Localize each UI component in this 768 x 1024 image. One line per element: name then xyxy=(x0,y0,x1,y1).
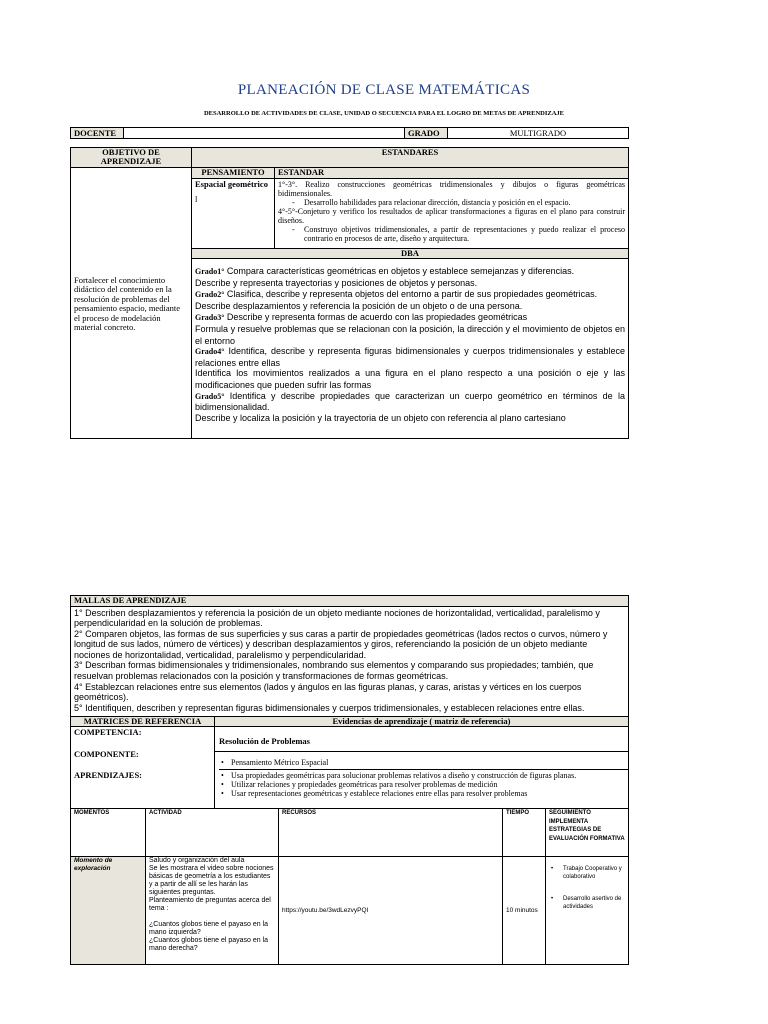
pensamiento-header: PENSAMIENTO xyxy=(192,168,275,179)
page-title: PLANEACIÓN DE CLASE MATEMÁTICAS xyxy=(237,82,531,98)
actividad-line: Planteamiento de preguntas acerca del tema : xyxy=(149,897,271,912)
page-subtitle: DESARROLLO DE ACTIVIDADES DE CLASE, UNIDAD O SECUENCIA PARA EL LOGRO DE METAS DE APRENDIZAJE xyxy=(203,110,565,117)
dba-item: Identifica los movimientos realizados a una figura en el plano respecto a una posición o eje y las modificaciones que pueden sufrir las formas xyxy=(195,368,625,390)
estandar-line: 1°-3°. Realizo construcciones geométricas tridimensionales y dibujos o figuras geométricas bidimensionales. xyxy=(278,179,625,198)
actividad-line: ¿Cuantos globos tiene el payaso en la mano derecha? xyxy=(149,937,269,952)
competencia-value: Resolución de Problemas xyxy=(215,727,628,752)
aprendizajes-list xyxy=(215,770,628,799)
dba-header: DBA xyxy=(192,248,629,259)
dba-item: Grado3° Describe y representa formas de acuerdo con las propiedades geométricas xyxy=(195,312,528,323)
objetivo-text: Fortalecer el conocimiento didáctico del contenido en la resolución de problemas del pensamiento espacio, mediante el proceso de modelación material concreto. xyxy=(71,168,192,439)
aprendizaje-item: • Usar representaciones geométricas y establece relaciones entre ellas para resolver problemas xyxy=(219,789,624,798)
mallas-cell xyxy=(71,606,629,716)
malla-item: 3° Describan formas bidimensionales y tridimensionales, nombrando sus elementos y comparando sus propiedades; también, que resuelvan problemas relacionados con la posición y transformaciones de formas geométricas. xyxy=(74,660,594,682)
grado-label: GRADO xyxy=(405,128,448,139)
tiempo-cell: 10 minutos xyxy=(503,857,546,965)
momentos-header: MOMENTOS xyxy=(71,809,146,857)
mallas-header: MALLAS DE APRENDIZAJE xyxy=(71,596,629,607)
estandar-header: ESTANDAR xyxy=(275,168,629,179)
pensamiento-extra: l xyxy=(195,194,198,204)
malla-item: 5° Identifiquen, describen y representan figuras bidimensionales y cuerpos tridimensionales, y establecen relaciones entre ellas. xyxy=(74,702,585,713)
dba-item: Grado4° Identifica, describe y representa figuras bidimensionales y cuerpos tridimensionales y establece relaciones entre ellas xyxy=(195,346,625,368)
dba-item: Describe y representa trayectorias y posiciones de objetos y personas. xyxy=(195,277,478,288)
malla-item: 4° Establezcan relaciones entre sus elementos (lados y ángulos en las figuras planas, y caras, aristas y vértices en los cuerpos geométricos). xyxy=(74,681,582,703)
video-link[interactable]: https://youtu.be/3wdLezvyPQI xyxy=(282,907,369,914)
docente-label: DOCENTE xyxy=(71,128,124,139)
componente-value: • Pensamiento Métrico Espacial xyxy=(219,752,628,770)
grado-value: MULTIGRADO xyxy=(448,128,629,139)
actividad-line: Saludo y organización del aula xyxy=(149,857,245,864)
info-table xyxy=(70,127,629,139)
recursos-header: RECURSOS xyxy=(279,809,503,857)
dba-item: Formula y resuelve problemas que se relacionan con la posición, la dirección y el movimiento de objetos en el entorno xyxy=(195,323,625,346)
dba-cell xyxy=(192,259,629,439)
tiempo-header: TIEMPO xyxy=(503,809,546,857)
dba-item: Describe desplazamientos y referencia la posición de un objeto o de una persona. xyxy=(195,300,523,311)
malla-item: 2° Comparen objetos, las formas de sus superficies y sus caras a partir de propiedades geométricas (lados rectos o curvos, número y longitud de sus lados, número de vértices) y describan desplazamientos y giros, referenciando la posición de un objeto mediante nociones de horizontalidad, verticalidad, paralelismo y perpendicularidad. xyxy=(74,628,608,660)
componente-label: COMPONENTE: xyxy=(74,748,139,759)
evidencias-header: Evidencias de aprendizaje ( matriz de referencia) xyxy=(215,716,629,727)
estandares-header: ESTANDARES xyxy=(192,148,629,168)
dba-item: Grado1° Compara características geométricas en objetos y establece semejanzas y diferencias. xyxy=(195,266,575,276)
actividad-line: ¿Cuantos globos tiene el payaso en la mano izquierda? xyxy=(149,921,269,936)
dba-item: Describe y localiza la posición y la trayectoria de un objeto con referencia al plano cartesiano xyxy=(195,412,566,423)
matrices-values xyxy=(215,727,629,809)
seguimiento-header: SEGUIMIENTO IMPLEMENTA ESTRATEGIAS DE EVALUACIÓN FORMATIVA xyxy=(546,809,629,857)
matrices-labels xyxy=(71,727,215,809)
dba-item: Grado2° Clasifica, describe y representa objetos del entorno a partir de sus propiedades geométricas. xyxy=(195,289,598,300)
seguimiento-item: • Desarrollo asertivo de actividades xyxy=(549,895,625,911)
estandar-cell xyxy=(275,178,629,248)
pensamiento-cell xyxy=(192,178,275,248)
aprendizajes-label: APRENDIZAJES: xyxy=(74,770,143,780)
aprendizaje-item: • Utilizar relaciones y propiedades geométricas para resolver problemas de medición xyxy=(219,780,624,789)
aprendizaje-item: • Usa propiedades geométricas para solucionar problemas relativos a diseño y construcción de figuras planas. xyxy=(219,771,624,780)
momento-cell: Momento de exploración xyxy=(71,857,146,965)
competencia-label: COMPETENCIA: xyxy=(74,727,142,737)
docente-value xyxy=(124,128,405,139)
objetivo-header: OBJETIVO DE APRENDIZAJE xyxy=(71,148,192,168)
seguimiento-cell xyxy=(546,857,629,965)
malla-item: 1° Describen desplazamientos y referencia la posición de un objeto mediante nociones de horizontalidad, verticalidad, paralelismo y perpendicularidad en la solución de problemas. xyxy=(74,607,600,629)
dba-item: Grado5° Identifica y describe propiedades que caracterizan un cuerpo geométrico en términos de la bidimensionalidad. xyxy=(195,390,625,413)
actividad-header: ACTIVIDAD xyxy=(146,809,279,857)
mallas-table xyxy=(70,595,629,809)
recursos-cell xyxy=(279,857,503,965)
objectives-table xyxy=(70,147,629,439)
actividad-cell xyxy=(146,857,279,965)
actividad-line: Se les mostrara el video sobre nociones básicas de geometría a los estudiantes y a partir de allí se les harán las siguientes preguntas. xyxy=(149,865,274,896)
estandar-line: - Desarrollo habilidades para relacionar dirección, distancia y posición en el espacio. xyxy=(278,198,625,207)
estandar-line: - Construyo objetivos tridimensionales, a partir de representaciones y puedo realizar el proceso contrario en procesos de arte, diseño y arquitectura. xyxy=(278,225,625,243)
seguimiento-item: • Trabajo Cooperativo y colaborativo xyxy=(549,865,625,881)
matrices-header: MATRICES DE REFERENCIA xyxy=(71,716,215,727)
pensamiento-value: Espacial geométrico xyxy=(195,178,268,189)
estandar-line: 4°-5°-Conjeturo y verifico los resultados de aplicar transformaciones a figuras en el plano para construir diseños. xyxy=(278,206,625,225)
actividad-line xyxy=(149,913,275,921)
momentos-table xyxy=(70,808,629,965)
